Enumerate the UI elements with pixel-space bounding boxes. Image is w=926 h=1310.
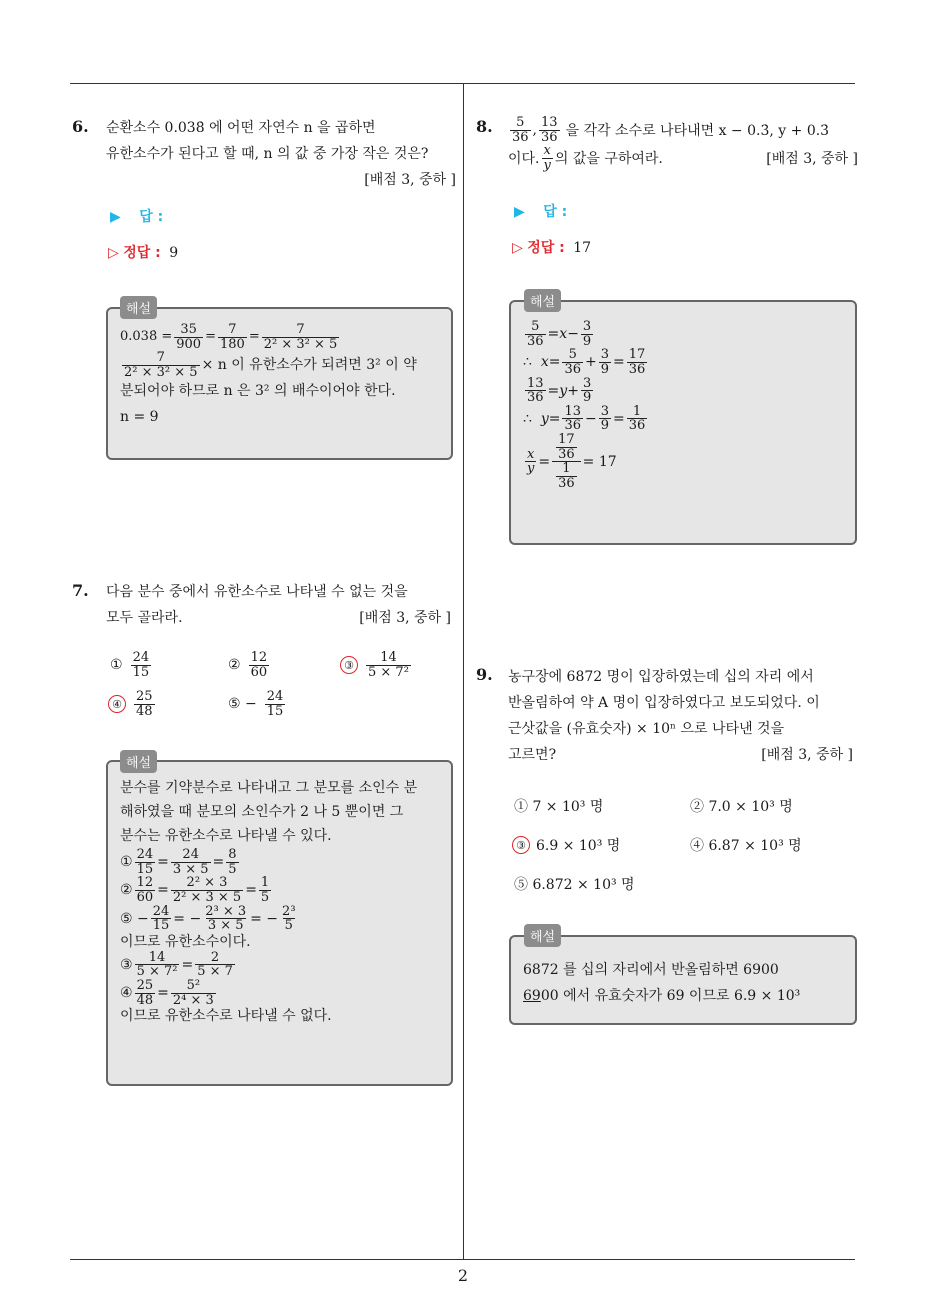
q6-text bbox=[106, 115, 456, 193]
q7-option-1[interactable]: ① $\frac{24}{15}$ bbox=[110, 650, 150, 680]
q7-explain-tag: 해설 bbox=[120, 750, 157, 773]
q6-line1: 순환소수 0.038̇ 에 어떤 자연수 n 을 곱하면 bbox=[106, 120, 376, 136]
q8-meta: [배점 3, 중하 ] bbox=[766, 151, 858, 168]
q7-text bbox=[106, 579, 451, 631]
q6-correct-row bbox=[108, 242, 178, 262]
q8-answer-row bbox=[514, 201, 567, 221]
q8-text: $\frac{5}{36}$ , $\frac{13}{36}$ 을 각각 소수로 나타내면 x − 0.3̇, y + 0.3̇ 이다. $\frac{x}{y}$ 의 값을 구하여라. [배점 3, 중하 ] bbox=[508, 115, 858, 173]
play-arrow-icon: ▶ bbox=[514, 204, 525, 220]
q9-text: 농구장에 6872 명이 입장하였는데 십의 자리 에서 반올림하여 약 A 명이 입장하였다고 보도되었다. 이 근삿값을 (유효숫자) × 10ⁿ 으로 나타낸 것을 고르면? [배점 3, 중하 ] bbox=[508, 664, 853, 768]
q8-explain-tag: 해설 bbox=[524, 289, 561, 312]
answer-label: 답 : bbox=[139, 209, 164, 225]
q7-option-2[interactable]: ② $\frac{12}{60}$ bbox=[228, 650, 268, 680]
q9-meta: [배점 3, 중하 ] bbox=[761, 747, 853, 763]
correct-value: 17 bbox=[573, 240, 592, 256]
q6-exp-eq2: $\frac{7}{\text{2² × 3² × 5}}$ × n 이 유한소수가 되려면 3² 이 약 bbox=[124, 350, 417, 380]
selected-circle-icon: ④ bbox=[108, 695, 126, 713]
q7-explanation-box: 분수를 기약분수로 나타내고 그 분모를 소인수 분 해하였을 때 분모의 소인수가 2 나 5 뿐이면 그 분수는 유한소수로 나타낼 수 있다. ① $\frac{24}{15}$ = $\frac{24}{3 \times 5}$ = $\frac{8}{5}$ ② $\frac{12}{60}$ = $\frac{\text{2² × 3}}{\text{2² × 3 × 5}}$ = $\frac{1}{5}$ ⑤ − $\frac{24}{15}$ = − $\frac{\text{2³ × 3}}{3 \times 5}$ = − $\frac{\text{2³}}{5}$ 이므로 유한소수이다. ③ $\frac{14}{\text{5 × 7²}}$ = $\frac{2}{5 \times 7}$ ④ $\frac{25}{48}$ = $\frac{\text{5²}}{\text{2⁴ × 3}}$ 이므로 유한소수로 나타낼 수 없다. bbox=[106, 760, 453, 1086]
q8-explanation-box: $\frac{5}{36}$ = x − $\frac{3}{9}$ ∴ x = $\frac{5}{36}$ + $\frac{3}{9}$ = $\frac{17}{36}$ $\frac{13}{36}$ = y + $\frac{3}{9}$ ∴ y = $\frac{13}{36}$ − $\frac{3}{9}$ = $\frac{1}{36}$ $\frac{x}{y}$ = $\frac{\frac{17}{36}}{\frac{1}{36}}$ = 17 bbox=[509, 300, 857, 545]
q9-option-5[interactable]: ⑤ 6.872 × 10³ 명 bbox=[514, 877, 635, 893]
q9-option-3[interactable]: ③ 6.9 × 10³ 명 bbox=[512, 835, 620, 855]
q9-option-4[interactable]: ④ 6.87 × 10³ 명 bbox=[690, 838, 802, 854]
q6-exp-line4: n = 9 bbox=[120, 408, 159, 425]
q7-option-3[interactable]: ③ $\frac{14}{\text{5 × 7²}}$ bbox=[340, 651, 413, 679]
q6-answer-row bbox=[110, 206, 163, 226]
q9-explain-tag: 해설 bbox=[524, 924, 561, 947]
q8-line1: 을 각각 소수로 나타내면 x − 0.3̇, y + 0.3̇ bbox=[565, 123, 830, 140]
q7-line1: 다음 분수 중에서 유한소수로 나타낼 수 없는 것을 bbox=[106, 584, 408, 600]
correct-label: 정답 : bbox=[527, 240, 565, 256]
q9-option-2[interactable]: ② 7.0 × 10³ 명 bbox=[690, 799, 793, 815]
outline-arrow-icon: ▷ bbox=[512, 240, 523, 256]
q8-number: 8. bbox=[476, 117, 493, 136]
q7-number: 7. bbox=[72, 581, 89, 600]
correct-value: 9 bbox=[169, 245, 179, 261]
q7-option-5[interactable]: ⑤ − $\frac{24}{15}$ bbox=[228, 689, 284, 719]
q7-option-4[interactable]: ④ $\frac{25}{48}$ bbox=[108, 690, 157, 718]
selected-circle-icon: ③ bbox=[340, 656, 358, 674]
q7-meta: [배점 3, 중하 ] bbox=[359, 610, 451, 626]
selected-circle-icon: ③ bbox=[512, 836, 530, 854]
q6-number: 6. bbox=[72, 117, 89, 136]
q6-explain-tag: 해설 bbox=[120, 296, 157, 319]
q8-correct-row bbox=[512, 237, 591, 257]
q6-line2: 유한소수가 된다고 할 때, n 의 값 중 가장 작은 것은? bbox=[106, 146, 429, 162]
q9-option-1[interactable]: ① 7 × 10³ 명 bbox=[514, 799, 604, 815]
q9-number: 9. bbox=[476, 665, 493, 684]
answer-label: 답 : bbox=[543, 204, 568, 220]
q9-explanation-box: 6872 를 십의 자리에서 반올림하면 6900 6900 에서 유효숫자가 69 이므로 6.9 × 10³ bbox=[509, 935, 857, 1025]
correct-label: 정답 : bbox=[123, 245, 161, 261]
q6-exp-line3: 분되어야 하므로 n 은 3² 의 배수이어야 한다. bbox=[120, 382, 396, 399]
q6-meta: [배점 3, 중하 ] bbox=[364, 172, 456, 188]
outline-arrow-icon: ▷ bbox=[108, 245, 119, 261]
q6-exp-eq1: 0.038̇ = $\frac{35}{900}$ = $\frac{7}{180}$ = $\frac{7}{\text{2² × 3² × 5}}$ bbox=[120, 322, 338, 352]
column-divider bbox=[463, 83, 464, 1259]
play-arrow-icon: ▶ bbox=[110, 209, 121, 225]
page-number: 2 bbox=[457, 1266, 469, 1285]
bottom-rule bbox=[70, 1259, 855, 1260]
q6-explanation-box bbox=[106, 307, 453, 460]
q7-line2: 모두 골라라. bbox=[106, 610, 183, 626]
